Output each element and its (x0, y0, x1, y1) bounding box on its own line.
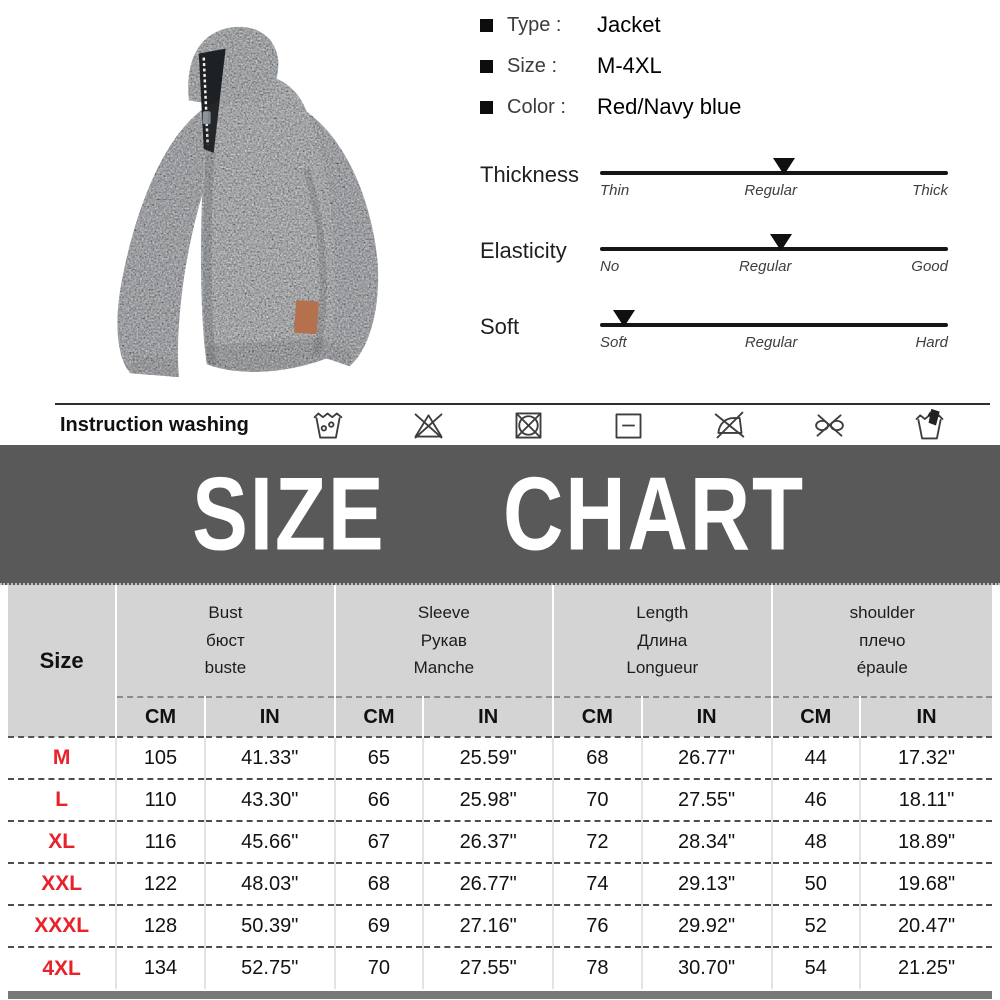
measurement-cell: 68 (335, 863, 424, 905)
measurement-cell: 134 (116, 947, 205, 989)
measurement-cell: 29.13" (642, 863, 772, 905)
measurement-cell: 50.39" (205, 905, 335, 947)
bust-column-header: Bust бюст buste (116, 585, 334, 697)
hand-wash-icon (911, 407, 948, 444)
bullet-square-icon (480, 19, 493, 32)
bullet-square-icon (480, 60, 493, 73)
scale-label-left: Soft (600, 334, 627, 351)
measurement-cell: 46 (772, 779, 861, 821)
measurement-cell: 30.70" (642, 947, 772, 989)
washing-label: Instruction washing (60, 413, 249, 436)
product-info-panel (480, 0, 995, 388)
scale-label-mid: Regular (744, 334, 798, 351)
measurement-cell: 110 (116, 779, 205, 821)
scale-label-left: Thin (600, 182, 630, 199)
do-not-bleach-icon (410, 407, 447, 444)
measurement-cell: 20.47" (860, 905, 992, 947)
washing-instructions-row (55, 403, 990, 445)
size-label: XXXL (8, 905, 116, 947)
do-not-wring-icon (811, 407, 848, 444)
property-sliders (480, 160, 995, 360)
table-row (8, 779, 992, 821)
unit-header-cm: CM (335, 697, 424, 737)
measurement-cell: 21.25" (860, 947, 992, 989)
bottom-divider (8, 991, 992, 999)
slider-marker-icon (773, 158, 795, 175)
attribute-color (480, 94, 995, 120)
measurement-cell: 76 (553, 905, 642, 947)
scale-label-right: Good (911, 258, 948, 275)
top-section (0, 0, 1000, 403)
banner-word: SIZE (191, 455, 386, 572)
attribute-value: M-4XL (597, 53, 662, 78)
measurement-cell: 44 (772, 737, 861, 779)
machine-wash-icon (310, 407, 347, 444)
measurement-cell: 122 (116, 863, 205, 905)
measurement-cell: 27.16" (423, 905, 553, 947)
measurement-cell: 68 (553, 737, 642, 779)
measurement-cell: 67 (335, 821, 424, 863)
measurement-cell: 25.59" (423, 737, 553, 779)
size-column-header: Size (8, 585, 116, 737)
sweater-illustration (10, 6, 465, 398)
measurement-cell: 116 (116, 821, 205, 863)
measurement-cell: 52.75" (205, 947, 335, 989)
measurement-cell: 26.77" (423, 863, 553, 905)
measurement-cell: 28.34" (642, 821, 772, 863)
elasticity-slider (480, 236, 995, 284)
measurement-cell: 65 (335, 737, 424, 779)
measurement-cell: 26.37" (423, 821, 553, 863)
do-not-iron-icon (711, 407, 748, 444)
measurement-cell: 128 (116, 905, 205, 947)
measurement-cell: 26.77" (642, 737, 772, 779)
attribute-label: Size : (507, 54, 558, 77)
attribute-label: Color : (507, 95, 566, 118)
shoulder-column-header: shoulder плечо épaule (772, 585, 993, 697)
size-label: M (8, 737, 116, 779)
measurement-cell: 19.68" (860, 863, 992, 905)
unit-header-cm: CM (772, 697, 861, 737)
table-row (8, 737, 992, 779)
slider-track (600, 323, 948, 327)
size-label: L (8, 779, 116, 821)
scale-label-right: Hard (915, 334, 948, 351)
attribute-type (480, 12, 995, 38)
unit-header-in: IN (642, 697, 772, 737)
table-row (8, 905, 992, 947)
bullet-square-icon (480, 101, 493, 114)
slider-title: Elasticity (480, 238, 567, 263)
measurement-cell: 43.30" (205, 779, 335, 821)
measurement-cell: 52 (772, 905, 861, 947)
table-row (8, 947, 992, 989)
measurement-cell: 41.33" (205, 737, 335, 779)
slider-title: Soft (480, 314, 520, 339)
slider-marker-icon (770, 234, 792, 251)
unit-header-in: IN (860, 697, 992, 737)
measurement-cell: 17.32" (860, 737, 992, 779)
size-label: XXL (8, 863, 116, 905)
slider-marker-icon (613, 310, 635, 327)
measurement-cell: 48.03" (205, 863, 335, 905)
length-column-header: Length Длина Longueur (553, 585, 771, 697)
measurement-cell: 105 (116, 737, 205, 779)
size-table (8, 585, 992, 989)
banner-word: CHART (503, 455, 806, 572)
attribute-label: Type : (507, 13, 562, 36)
measurement-cell: 27.55" (423, 947, 553, 989)
size-chart-banner (0, 445, 1000, 585)
care-icons (310, 407, 990, 444)
measurement-cell: 74 (553, 863, 642, 905)
table-row (8, 863, 992, 905)
attribute-value: Jacket (597, 12, 661, 37)
scale-label-right: Thick (912, 182, 948, 199)
table-row (8, 821, 992, 863)
do-not-tumble-dry-icon (510, 407, 547, 444)
dry-flat-icon (610, 407, 647, 444)
attribute-value: Red/Navy blue (597, 94, 742, 119)
measurement-cell: 50 (772, 863, 861, 905)
scale-label-left: No (600, 258, 620, 275)
measurement-cell: 70 (335, 947, 424, 989)
scale-label-mid: Regular (738, 258, 792, 275)
sleeve-column-header: Sleeve Рукав Manche (335, 585, 553, 697)
measurement-cell: 18.11" (860, 779, 992, 821)
measurement-cell: 25.98" (423, 779, 553, 821)
measurement-cell: 29.92" (642, 905, 772, 947)
slider-title: Thickness (480, 162, 580, 187)
measurement-cell: 45.66" (205, 821, 335, 863)
measurement-cell: 48 (772, 821, 861, 863)
thickness-slider (480, 160, 995, 208)
unit-header-in: IN (423, 697, 553, 737)
unit-header-in: IN (205, 697, 335, 737)
size-label: XL (8, 821, 116, 863)
unit-header-cm: CM (116, 697, 205, 737)
measurement-cell: 72 (553, 821, 642, 863)
measurement-cell: 78 (553, 947, 642, 989)
measurement-cell: 69 (335, 905, 424, 947)
leather-patch (294, 300, 319, 334)
measurement-cell: 70 (553, 779, 642, 821)
product-photo (10, 6, 465, 398)
soft-slider (480, 312, 995, 360)
scale-label-mid: Regular (744, 182, 797, 199)
measurement-cell: 27.55" (642, 779, 772, 821)
measurement-cell: 66 (335, 779, 424, 821)
attribute-size (480, 53, 995, 79)
unit-header-cm: CM (553, 697, 642, 737)
measurement-cell: 54 (772, 947, 861, 989)
size-label: 4XL (8, 947, 116, 989)
measurement-cell: 18.89" (860, 821, 992, 863)
